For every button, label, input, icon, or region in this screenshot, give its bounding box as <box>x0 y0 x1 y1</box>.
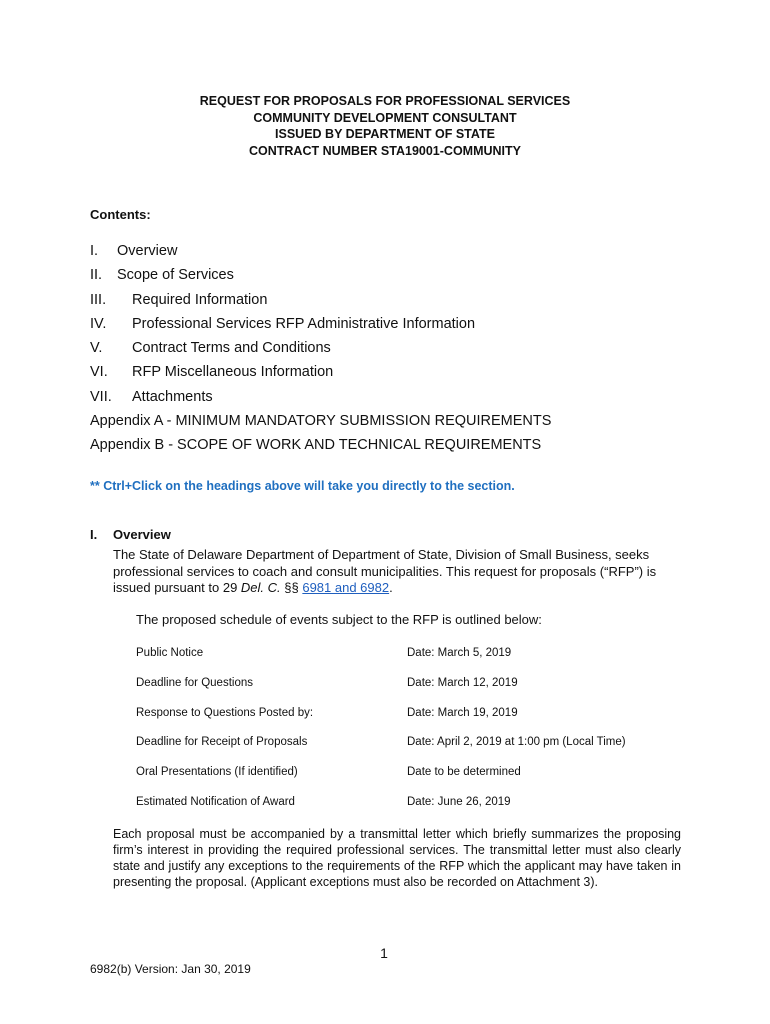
toc-item-number: IV. <box>90 315 107 332</box>
section-heading-overview <box>90 527 171 542</box>
toc-item-number: V. <box>90 340 103 357</box>
toc-item-label: Required Information <box>132 291 268 308</box>
toc-item-required-information[interactable] <box>90 289 690 313</box>
title-line-4: CONTRACT NUMBER STA19001-COMMUNITY <box>248 143 521 158</box>
toc-item-label: Appendix B - SCOPE OF WORK AND TECHNICAL REQUIREMENTS <box>90 437 542 454</box>
title-line-2: COMMUNITY DEVELOPMENT CONSULTANT <box>253 110 517 125</box>
toc-item-label: Contract Terms and Conditions <box>132 340 331 357</box>
toc-item-miscellaneous-information[interactable] <box>90 361 690 385</box>
navigation-note: ** Ctrl+Click on the headings above will take you directly to the section. <box>90 479 515 493</box>
schedule-date: Date: March 12, 2019 <box>407 676 518 689</box>
schedule-date: Date: March 5, 2019 <box>407 647 512 659</box>
overview-paragraph <box>113 547 683 597</box>
toc-item-label: Appendix A - MINIMUM MANDATORY SUBMISSION REQUIREMENTS <box>90 413 552 430</box>
toc-item-label: Overview <box>117 243 178 259</box>
table-of-contents <box>90 240 690 459</box>
schedule-event: Deadline for Receipt of Proposals <box>136 736 308 749</box>
schedule-table <box>136 645 696 824</box>
title-line-3: ISSUED BY DEPARTMENT OF STATE <box>275 127 495 141</box>
toc-item-attachments[interactable] <box>90 386 690 410</box>
section-title: Overview <box>113 527 171 542</box>
toc-item-administrative-information[interactable] <box>90 313 690 337</box>
schedule-event: Response to Questions Posted by: <box>136 706 314 719</box>
toc-item-scope-of-services[interactable] <box>90 264 690 288</box>
toc-item-label: Scope of Services <box>117 267 234 284</box>
schedule-event: Estimated Notification of Award <box>136 795 295 808</box>
toc-item-contract-terms[interactable] <box>90 337 690 361</box>
toc-item-number: II. <box>90 267 103 284</box>
contents-heading: Contents: <box>90 207 151 222</box>
page-number <box>0 945 770 961</box>
toc-item-appendix-b[interactable] <box>90 434 690 458</box>
schedule-row <box>136 794 696 824</box>
schedule-event: Public Notice <box>136 647 204 659</box>
statute-link[interactable]: 6981 and 6982 <box>302 580 390 595</box>
page-number-text: 1 <box>380 945 388 961</box>
overview-text: The State of Delaware Department of Department of State, Division of Small Business, seeks professional services to coach and consult municipalities. This request for proposals (“RFP”) is issued pursuant to 29 <box>113 547 657 595</box>
toc-item-label: Professional Services RFP Administrative Information <box>132 315 476 332</box>
schedule-date: Date: March 19, 2019 <box>407 706 518 719</box>
schedule-row <box>136 734 696 764</box>
transmittal-letter-paragraph: Each proposal must be accompanied by a transmittal letter which briefly summarizes the proposing firm’s interest in providing the required professional services. The transmittal letter must also clearly state and justify any exceptions to the requirements of the RFP which the applicant may have taken in presenting the proposal. (Applicant exceptions must also be recorded on Attachment 3). <box>113 827 681 889</box>
toc-item-overview[interactable] <box>90 240 690 264</box>
toc-item-number: III. <box>90 291 107 308</box>
schedule-event: Deadline for Questions <box>136 676 253 689</box>
toc-item-number: VI. <box>90 364 108 381</box>
schedule-row <box>136 675 696 705</box>
toc-item-number: VII. <box>90 388 112 405</box>
footer-version: 6982(b) Version: Jan 30, 2019 <box>90 962 251 976</box>
schedule-row <box>136 764 696 794</box>
overview-period: . <box>389 580 393 595</box>
toc-item-label: Attachments <box>132 388 213 405</box>
schedule-date: Date: June 26, 2019 <box>407 795 511 808</box>
schedule-row <box>136 645 696 675</box>
schedule-row <box>136 705 696 735</box>
toc-item-number: I. <box>90 243 99 259</box>
section-number: I. <box>90 527 98 542</box>
section-symbols: §§ <box>280 580 303 595</box>
schedule-date: Date to be determined <box>407 766 521 779</box>
toc-item-label: RFP Miscellaneous Information <box>132 364 334 381</box>
code-citation: Del. C. <box>240 580 281 595</box>
schedule-date: Date: April 2, 2019 at 1:00 pm (Local Time) <box>407 736 626 749</box>
schedule-intro: The proposed schedule of events subject to the RFP is outlined below: <box>136 612 542 627</box>
document-title <box>0 93 770 159</box>
toc-item-appendix-a[interactable] <box>90 410 690 434</box>
schedule-event: Oral Presentations (If identified) <box>136 766 298 779</box>
title-line-1: REQUEST FOR PROPOSALS FOR PROFESSIONAL SERVICES <box>199 94 571 108</box>
